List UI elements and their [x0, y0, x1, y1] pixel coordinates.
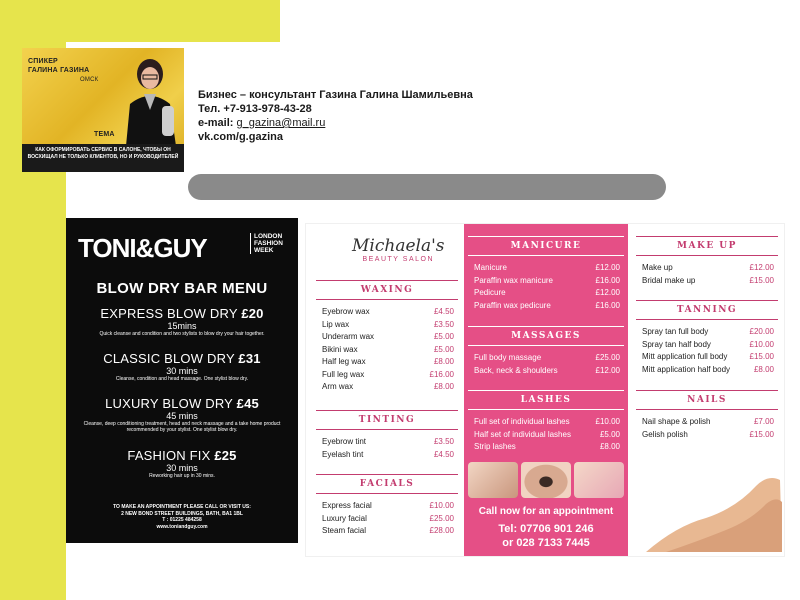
- item-price: £15.00: [749, 275, 774, 285]
- item-name: Eyebrow wax: [322, 307, 370, 316]
- service-luxury: [66, 396, 298, 433]
- call-heading: Call now for an appointment: [478, 506, 614, 517]
- item-price: £10.00: [429, 501, 454, 510]
- price-row: [632, 416, 782, 429]
- item-price: £12.00: [595, 288, 620, 297]
- speaker-caption: КАК ОФОРМИРОВАТЬ СЕРВИС В САЛОНЕ, ЧТОБЫ ОН ВОСХИЩАЛ НЕ ТОЛЬКО КЛИЕНТОВ, НО И РУКОВОДИТЕЛЕЙ: [22, 144, 184, 172]
- item-name: Full leg wax: [322, 369, 365, 379]
- item-price: £28.00: [429, 526, 454, 535]
- footer-website: www.toniandguy.com: [156, 523, 208, 530]
- price-row: [312, 500, 462, 513]
- price-row: [464, 262, 628, 275]
- gray-divider-bar: [188, 174, 666, 200]
- item-name: Mitt application half body: [642, 364, 731, 374]
- item-name: Spray tan half body: [642, 339, 711, 349]
- section-title: TANNING: [636, 300, 778, 320]
- item-name: Manicure: [474, 263, 507, 272]
- logo-subtitle: BEAUTY SALON: [362, 256, 435, 263]
- item-name: Paraffin wax manicure: [474, 275, 553, 285]
- item-price: £16.00: [595, 300, 620, 310]
- footer-address: 2 NEW BOND STREET BUILDINGS, BATH, BA1 1BL: [121, 510, 243, 517]
- eyelash-photo: [521, 462, 571, 498]
- logo-script: Michaela's: [352, 236, 445, 256]
- price-row: [312, 319, 462, 332]
- section-title: MANICURE: [468, 236, 624, 256]
- service-price: £31: [238, 351, 261, 366]
- price-row: [632, 364, 782, 377]
- price-row: [464, 429, 628, 442]
- footer-phone: T : 01225 484258: [162, 517, 202, 523]
- item-price: £8.00: [599, 442, 620, 451]
- section-title: WAXING: [316, 280, 458, 300]
- item-name: Pedicure: [474, 288, 506, 297]
- manicure-photo: [574, 462, 624, 498]
- section-title: MAKE UP: [636, 236, 778, 256]
- item-name: Half set of individual lashes: [474, 429, 571, 439]
- service-classic: [66, 351, 298, 382]
- contact-block: [198, 88, 473, 144]
- item-name: Luxury facial: [322, 513, 367, 523]
- service-desc: Cleanse, deep conditioning treatment, head and neck massage and a take home product recommended by your stylist. One stylist blow dry.: [83, 421, 281, 433]
- service-desc: Quick cleanse and condition and two stylists to blow dry your hair together.: [99, 331, 265, 337]
- item-price: £8.00: [753, 364, 774, 374]
- service-price: £20: [241, 306, 264, 321]
- item-price: £3.50: [433, 319, 454, 329]
- price-row: [312, 356, 462, 369]
- item-price: £12.00: [595, 365, 620, 375]
- price-row: [632, 262, 782, 275]
- makeup-section: [632, 236, 782, 287]
- pink-column: [464, 224, 628, 556]
- item-name: Make up: [642, 263, 673, 272]
- price-row: [312, 436, 462, 449]
- tinting-section: [312, 410, 462, 461]
- item-price: £25.00: [429, 513, 454, 523]
- price-row: [632, 351, 782, 364]
- section-title: FACIALS: [316, 474, 458, 494]
- contact-email-line: [198, 116, 473, 130]
- service-price: £25: [214, 448, 237, 463]
- item-name: Gelish polish: [642, 429, 688, 439]
- price-row: [312, 306, 462, 319]
- toni-guy-logo: TONI&GUY: [78, 233, 207, 263]
- item-name: Express facial: [322, 501, 372, 510]
- contact-vk: vk.com/g.gazina: [198, 131, 283, 143]
- item-name: Eyebrow tint: [322, 437, 367, 446]
- beauty-photos: [468, 462, 624, 498]
- waxing-section: [312, 280, 462, 394]
- item-price: £12.00: [749, 263, 774, 272]
- item-price: £5.00: [599, 429, 620, 439]
- email-prefix: e-mail:: [198, 117, 237, 129]
- item-name: Back, neck & shoulders: [474, 365, 558, 375]
- speaker-card: [22, 48, 184, 172]
- service-price: £45: [236, 396, 259, 411]
- michaelas-logo: [352, 236, 444, 263]
- fashion-week-badge: LONDON FASHION WEEK: [250, 233, 288, 254]
- item-price: £8.00: [433, 357, 454, 366]
- item-name: Full body massage: [474, 353, 542, 362]
- price-row: [464, 287, 628, 300]
- item-name: Strip lashes: [474, 442, 516, 451]
- service-duration: 45 mins: [166, 411, 198, 421]
- speaker-name: ГАЛИНА ГАЗИНА: [28, 67, 90, 74]
- item-name: Eyelash tint: [322, 449, 364, 459]
- price-row: [464, 300, 628, 313]
- item-name: Underarm wax: [322, 332, 375, 341]
- section-title: TINTING: [316, 410, 458, 430]
- item-name: Half leg wax: [322, 357, 366, 366]
- service-name: EXPRESS BLOW DRY: [100, 306, 238, 321]
- item-price: £4.50: [433, 307, 454, 316]
- section-title: MASSAGES: [468, 326, 624, 346]
- item-name: Steam facial: [322, 526, 367, 535]
- section-title: LASHES: [468, 390, 624, 410]
- item-price: £20.00: [749, 327, 774, 336]
- speaker-role: СПИКЕР: [28, 58, 58, 65]
- price-row: [632, 326, 782, 339]
- item-price: £4.50: [433, 449, 454, 459]
- item-name: Paraffin wax pedicure: [474, 300, 551, 310]
- item-name: Mitt application full body: [642, 352, 728, 361]
- item-price: £5.00: [433, 344, 454, 354]
- michaelas-menu: [306, 224, 784, 556]
- item-price: £12.00: [595, 263, 620, 272]
- item-price: £16.00: [595, 275, 620, 285]
- call-phone-1[interactable]: Tel: 07706 901 246: [498, 523, 594, 535]
- item-price: £10.00: [595, 417, 620, 426]
- service-duration: 30 mins: [166, 463, 198, 473]
- speaker-photo: [110, 54, 184, 146]
- service-desc: Cleanse, condition and head massage. One stylist blow dry.: [115, 376, 249, 382]
- item-name: Nail shape & polish: [642, 417, 711, 426]
- toni-guy-menu: [66, 218, 298, 543]
- toni-guy-footer: [66, 504, 298, 530]
- price-row: [312, 381, 462, 394]
- item-name: Spray tan full body: [642, 327, 709, 336]
- item-name: Bridal make up: [642, 275, 696, 285]
- price-row: [464, 365, 628, 378]
- menu-title: BLOW DRY BAR MENU: [96, 280, 268, 297]
- service-duration: 30 mins: [166, 366, 198, 376]
- service-name: CLASSIC BLOW DRY: [103, 351, 235, 366]
- item-price: £15.00: [749, 429, 774, 439]
- item-price: £5.00: [433, 332, 454, 341]
- facials-section: [312, 474, 462, 538]
- price-row: [632, 429, 782, 442]
- price-row: [312, 513, 462, 526]
- item-price: £16.00: [429, 369, 454, 379]
- legs-photo: [636, 456, 784, 556]
- item-price: £7.00: [753, 417, 774, 426]
- email-link[interactable]: g_gazina@mail.ru: [236, 117, 326, 129]
- facial-mask-photo: [468, 462, 518, 498]
- manicure-section: [464, 236, 628, 312]
- service-express: [66, 306, 298, 337]
- tanning-section: [632, 300, 782, 376]
- item-price: £25.00: [595, 353, 620, 362]
- call-to-action: [464, 506, 628, 549]
- service-desc: Reworking hair up in 30 mins.: [149, 473, 215, 479]
- contact-title: Бизнес – консультант Газина Галина Шамильевна: [198, 89, 473, 101]
- call-phone-2[interactable]: or 028 7133 7445: [502, 537, 590, 549]
- section-title: NAILS: [636, 390, 778, 410]
- service-name: LUXURY BLOW DRY: [105, 396, 233, 411]
- price-row: [312, 369, 462, 382]
- price-row: [464, 275, 628, 288]
- item-name: Full set of individual lashes: [474, 417, 570, 426]
- item-name: Bikini wax: [322, 344, 358, 354]
- service-duration: 15mins: [167, 321, 197, 331]
- item-name: Arm wax: [322, 382, 354, 391]
- service-name: FASHION FIX: [127, 448, 211, 463]
- item-price: £3.50: [433, 437, 454, 446]
- price-row: [464, 441, 628, 454]
- speaker-topic-label: ТЕМА: [94, 131, 115, 138]
- massages-section: [464, 326, 628, 377]
- footer-line: TO MAKE AN APPOINTMENT PLEASE CALL OR VISIT US:: [113, 504, 251, 510]
- price-row: [312, 331, 462, 344]
- contact-phone: Тел. +7-913-978-43-28: [198, 103, 312, 115]
- item-name: Lip wax: [322, 319, 350, 329]
- price-row: [464, 416, 628, 429]
- price-row: [312, 525, 462, 538]
- nails-section: [632, 390, 782, 441]
- price-row: [464, 352, 628, 365]
- lashes-section: [464, 390, 628, 454]
- item-price: £10.00: [749, 339, 774, 349]
- price-row: [632, 275, 782, 288]
- item-price: £8.00: [433, 382, 454, 391]
- service-fashion-fix: [66, 448, 298, 479]
- speaker-city: ОМСК: [80, 77, 99, 83]
- price-row: [312, 344, 462, 357]
- price-row: [312, 449, 462, 462]
- yellow-stripe-horizontal: [66, 0, 280, 42]
- price-row: [632, 339, 782, 352]
- item-price: £15.00: [749, 352, 774, 361]
